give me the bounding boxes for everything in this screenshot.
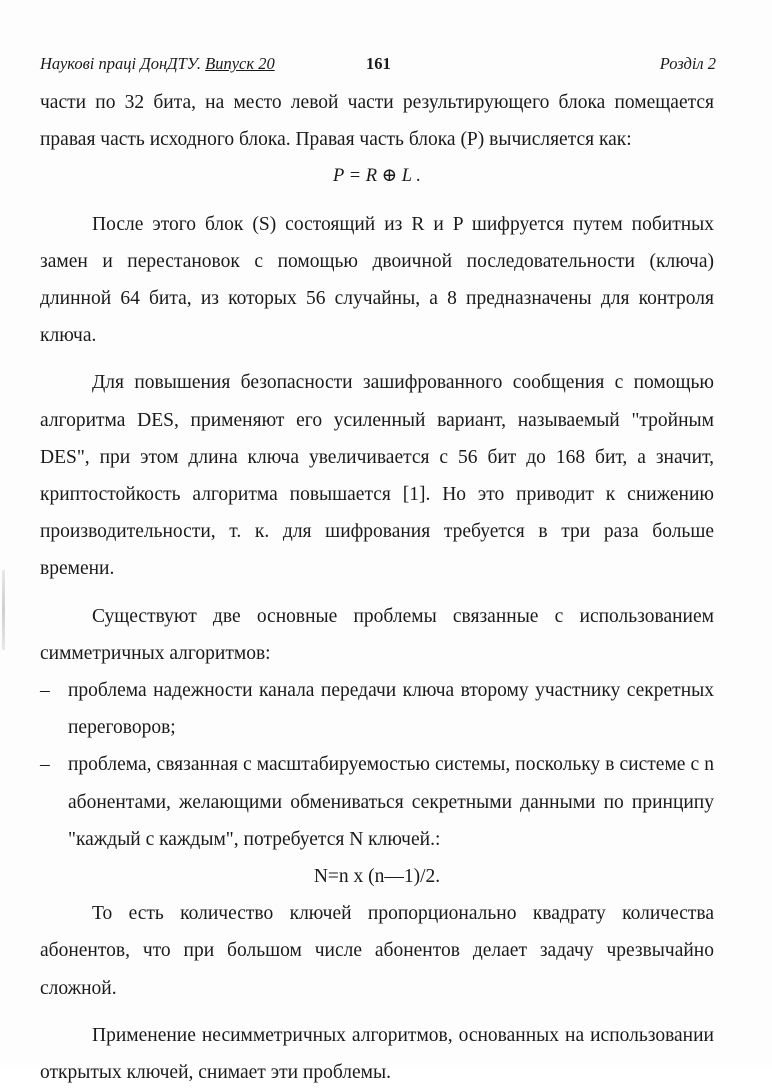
paragraph-1: части по 32 бита, на место левой части результирующего блока помещается правая часть исходного блока. Правая часть блока (P) вычисляется как: [40,92,714,151]
paragraph-2: После этого блок (S) состоящий из R и P шифруется путем побитных замен и перестановок с помощью двоичной последовательности (ключа) длинной 64 бита, из которых 56 случайны, а 8 предназначены для контроля ключа. [40,213,714,347]
paragraph-3: Для повышения безопасности зашифрованного сообщения с помощью алгоритма DES, применяют его усиленный вариант, называемый "тройным DES", при этом длина ключа увеличивается с 56 бит до 168 бит, а значит, криптостойкость алгоритма повышается [1]. Но это приводит к снижению производительности, т. к. для шифрования требуется в три раза больше времени. [40,372,714,580]
paragraph-4: Существуют две основные проблемы связанные с использованием симметричных алгоритмов: [40,605,714,664]
list-item: – проблема, связанная с масштабируемостью системы, поскольку в системе с n абонентами, желающими обмениваться секретными данными по принципу "каждый с каждым", потребуется N ключей.: [40,746,714,858]
section-label: Розділ 2 [659,54,716,73]
paragraph-6: Применение несимметричных алгоритмов, основанных на использовании открытых ключей, снимает эти проблемы. [40,1024,714,1084]
running-header [40,54,716,78]
formula-keys: N=n x (n—1)/2. [313,866,441,888]
journal-title: Наукові праці ДонДТУ. Випуск 20 [40,54,275,73]
page-number: 161 [366,54,391,73]
dash-bullet: – [40,754,50,776]
formula-xor: P = R ⊕ L . [333,166,421,187]
issue-label: Випуск 20 [205,54,275,73]
list-item: – проблема надежности канала передачи ключа второму участнику секретных переговоров; [40,672,714,746]
scan-artifact [2,570,5,650]
dash-bullet: – [40,680,50,702]
body-text [40,84,714,1091]
problem-list [40,672,714,858]
paragraph-5: То есть количество ключей пропорционально квадрату количества абонентов, что при большом числе абонентов делает задачу чрезвычайно сложной. [40,903,714,999]
